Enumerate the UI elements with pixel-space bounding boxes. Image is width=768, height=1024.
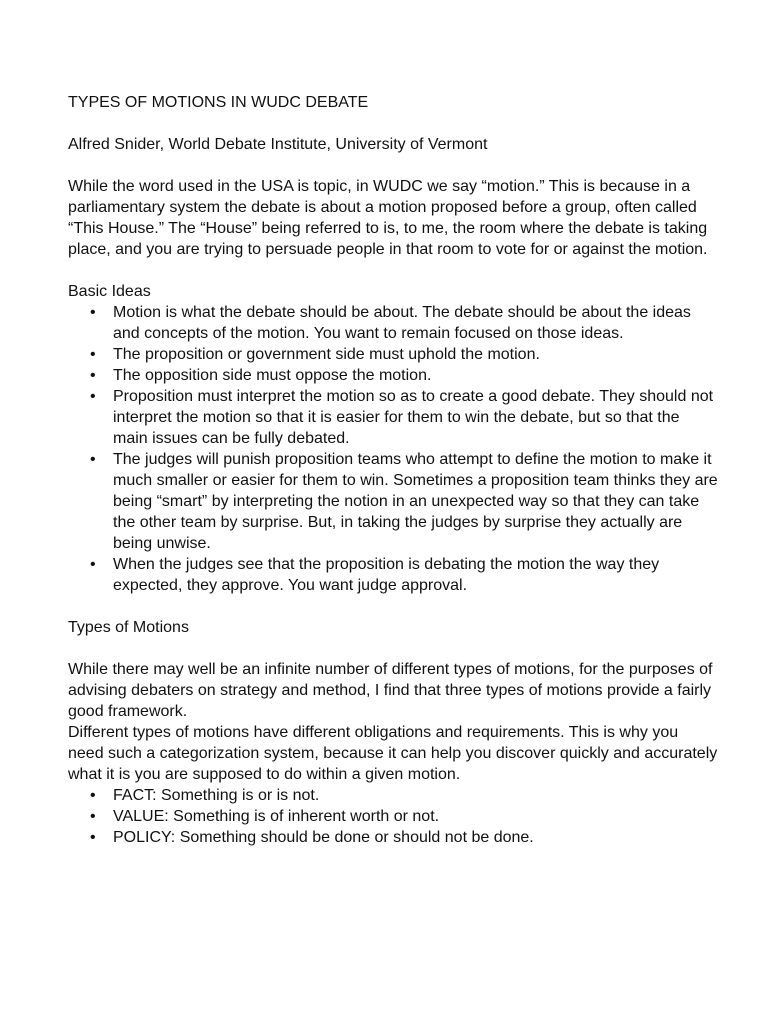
motion-types-list	[68, 785, 718, 848]
list-item	[68, 554, 718, 596]
spacer	[68, 113, 718, 134]
list-item-text: Proposition must interpret the motion so as to create a good debate. They should not interpret the motion so that it is easier for them to win the debate, but so that the main issues can be fully debated.	[113, 388, 714, 447]
list-item-text: Motion is what the debate should be about. The debate should be about the ideas and concepts of the motion. You want to remain focused on those ideas.	[113, 304, 691, 342]
document-title: TYPES OF MOTIONS IN WUDC DEBATE	[68, 94, 369, 111]
bullet-icon: •	[90, 304, 96, 321]
intro-paragraph: While the word used in the USA is topic, in WUDC we say “motion.” This is because in a parliamentary system the debate is about a motion proposed before a group, often called “This House.” The “House” being referred to is, to me, the room where the debate is taking place, and you are trying to persuade people in that room to vote for or against the motion.	[68, 178, 708, 258]
list-item-text: The proposition or government side must uphold the motion.	[113, 346, 540, 363]
spacer	[68, 260, 718, 281]
types-of-motions-heading: Types of Motions	[68, 619, 189, 636]
list-item	[68, 806, 718, 827]
list-item-text: The judges will punish proposition teams who attempt to define the motion to make it much smaller or easier for them to win. Sometimes a proposition team thinks they are being “smart” by interpreting the notion in an unexpected way so that they can take the other team by surprise. But, in taking the judges by surprise they actually are being unwise.	[113, 451, 718, 552]
list-item	[68, 365, 718, 386]
bullet-icon: •	[90, 556, 96, 573]
list-item-text: POLICY: Something should be done or should not be done.	[113, 829, 534, 846]
bullet-icon: •	[90, 367, 96, 384]
bullet-icon: •	[90, 388, 96, 405]
list-item-text: When the judges see that the proposition is debating the motion the way they expected, they approve. You want judge approval.	[113, 556, 660, 594]
bullet-icon: •	[90, 808, 96, 825]
bullet-icon: •	[90, 829, 96, 846]
types-paragraph-1: While there may well be an infinite number of different types of motions, for the purposes of advising debaters on strategy and method, I find that three types of motions provide a fairly good framework.	[68, 661, 713, 720]
list-item	[68, 827, 718, 848]
list-item	[68, 449, 718, 554]
list-item-text: VALUE: Something is of inherent worth or not.	[113, 808, 440, 825]
basic-ideas-list	[68, 302, 718, 596]
bullet-icon: •	[90, 451, 96, 468]
document-page	[68, 92, 718, 848]
basic-ideas-heading: Basic Ideas	[68, 283, 151, 300]
bullet-icon: •	[90, 346, 96, 363]
list-item	[68, 386, 718, 449]
list-item	[68, 344, 718, 365]
list-item	[68, 785, 718, 806]
types-paragraph-2: Different types of motions have different obligations and requirements. This is why you need such a categorization system, because it can help you discover quickly and accurately what it is you are supposed to do within a given motion.	[68, 724, 718, 783]
bullet-icon: •	[90, 787, 96, 804]
author-line: Alfred Snider, World Debate Institute, University of Vermont	[68, 136, 488, 153]
spacer	[68, 155, 718, 176]
spacer	[68, 638, 718, 659]
list-item	[68, 302, 718, 344]
list-item-text: The opposition side must oppose the motion.	[113, 367, 432, 384]
list-item-text: FACT: Something is or is not.	[113, 787, 320, 804]
spacer	[68, 596, 718, 617]
